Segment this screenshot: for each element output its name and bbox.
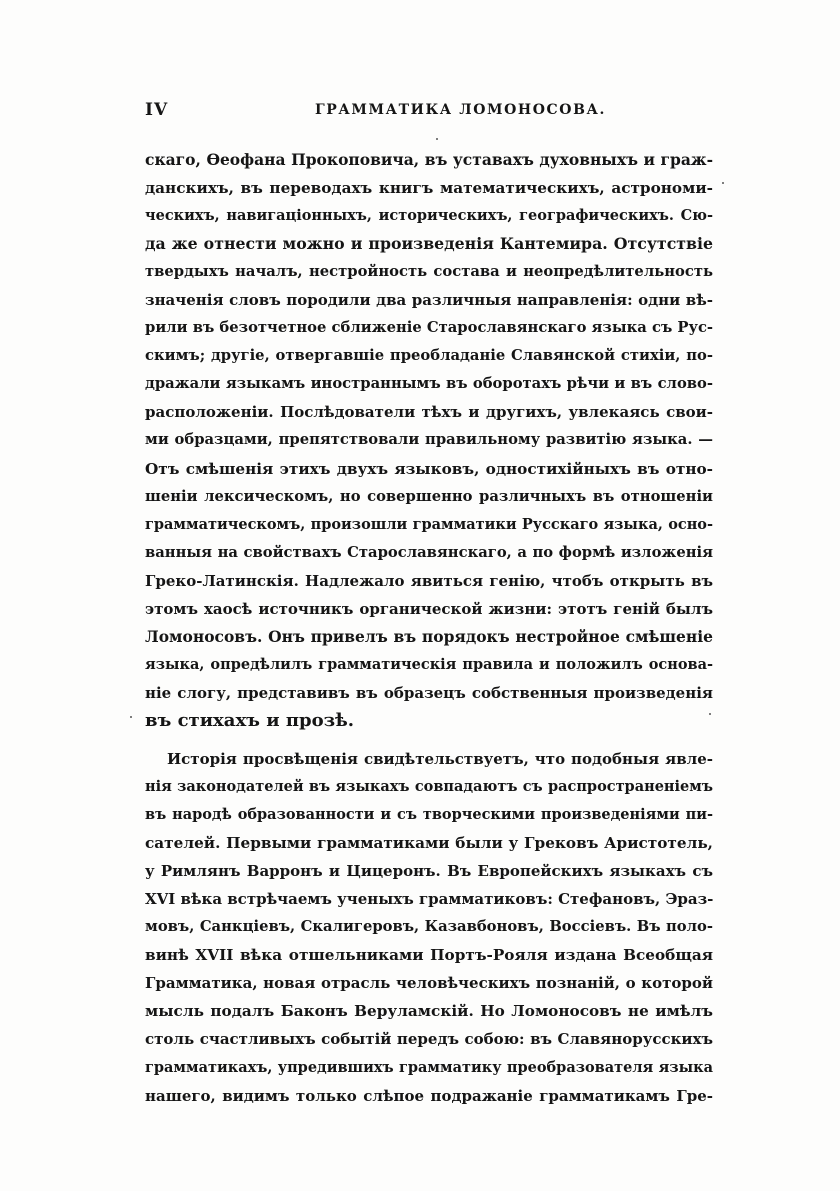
text-line: у Римлянъ Варронъ и Цицеронъ. Въ Европейскихъ языкахъ съ	[145, 862, 713, 881]
text-line: Ломоносовъ. Онъ привелъ въ порядокъ нестройное смѣшеніе	[145, 626, 713, 646]
text-line: расположеніи. Послѣдователи тѣхъ и другихъ, увлекаясь свои-	[145, 403, 713, 422]
text-line: рили въ безотчетное сближеніе Старославянскаго языка съ Рус-	[145, 319, 714, 337]
text-line: скаго, Өеофана Прокоповича, въ уставахъ духовныхъ и граж-	[145, 150, 713, 169]
text-line: нашего, видимъ только слѣпое подражаніе грамматикамъ Гре-	[145, 1086, 713, 1105]
text-line: данскихъ, въ переводахъ книгъ математическихъ, астрономи-	[145, 179, 713, 198]
text-line: мысль подалъ Баконъ Веруламскій. Но Ломоносовъ не имѣлъ	[145, 1002, 713, 1021]
paper-speck	[722, 182, 724, 184]
text-line: этомъ хаосѣ источникъ органической жизни: этотъ геній былъ	[145, 599, 713, 618]
page-header	[145, 100, 715, 126]
paper-speck	[709, 713, 711, 715]
text-line: Грамматика, новая отрасль человѣческихъ познаній, о которой	[145, 974, 713, 993]
text-line: мовъ, Санкціевъ, Скалигеровъ, Казавбоновъ, Воссіевъ. Въ поло-	[145, 918, 713, 936]
text-line: ванныя на свойствахъ Старославянскаго, а по формѣ изложенія	[145, 543, 713, 561]
paper-speck	[436, 138, 438, 140]
running-title: ГРАММАТИКА ЛОМОНОСОВА.	[315, 102, 606, 118]
text-line: дражали языкамъ иностраннымъ въ оборотахъ рѣчи и въ слово-	[145, 375, 713, 393]
text-line: XVI вѣка встрѣчаемъ ученыхъ грамматиковъ: Стефановъ, Эраз-	[145, 890, 714, 909]
text-line: твердыхъ началъ, нестройность состава и неопредѣлительность	[145, 263, 713, 281]
text-line: грамматическомъ, произошли грамматики Русскаго языка, осно-	[145, 515, 713, 533]
text-line: да же отнести можно и произведенія Кантемира. Отсутствіе	[145, 234, 713, 254]
body-text	[145, 146, 713, 1110]
text-line: столь счастливыхъ событій передъ собою: въ Славянорусскихъ	[145, 1030, 713, 1049]
text-line: Греко-Латинскія. Надлежало явиться генію, чтобъ открыть въ	[145, 571, 713, 590]
text-line: грамматикахъ, упредившихъ грамматику преобразователя языка	[145, 1058, 713, 1076]
text-line: Исторія просвѣщенія свидѣтельствуетъ, что подобныя явле-	[167, 749, 713, 768]
text-line: ніе слогу, представивъ въ образецъ собственныя произведенія	[145, 683, 713, 702]
text-line: скимъ; другіе, отвергавшіе преобладаніе Славянской стихіи, по-	[145, 347, 713, 365]
text-line: ческихъ, навигаціонныхъ, историческихъ, географическихъ. Сю-	[145, 207, 713, 225]
paragraph-gap	[145, 735, 713, 745]
text-line: нія законодателей въ языкахъ совпадаютъ съ распространеніемъ	[145, 778, 713, 796]
text-line: въ народѣ образованности и съ творческими произведеніями пи-	[145, 806, 713, 824]
paper-speck	[130, 716, 132, 718]
text-line: сателей. Первыми грамматиками были у Грековъ Аристотель,	[145, 834, 713, 853]
text-line: Отъ смѣшенія этихъ двухъ языковъ, одностихійныхъ въ отно-	[145, 459, 713, 478]
text-line: ми образцами, препятствовали правильному развитію языка. —	[145, 431, 713, 449]
text-line: значенія словъ породили два различныя направленія: одни вѣ-	[145, 291, 713, 310]
paragraph-1	[145, 146, 713, 735]
text-line: языка, опредѣлилъ грамматическія правила и положилъ основа-	[145, 655, 713, 673]
text-line: шеніи лексическомъ, но совершенно различныхъ въ отношеніи	[145, 487, 713, 505]
text-line: въ стихахъ и прозѣ.	[145, 709, 355, 731]
page-number: IV	[145, 100, 169, 120]
text-line: винѣ XVII вѣка отшельниками Портъ-Рояля издана Всеобщая	[145, 946, 713, 965]
paragraph-2	[145, 745, 713, 1110]
